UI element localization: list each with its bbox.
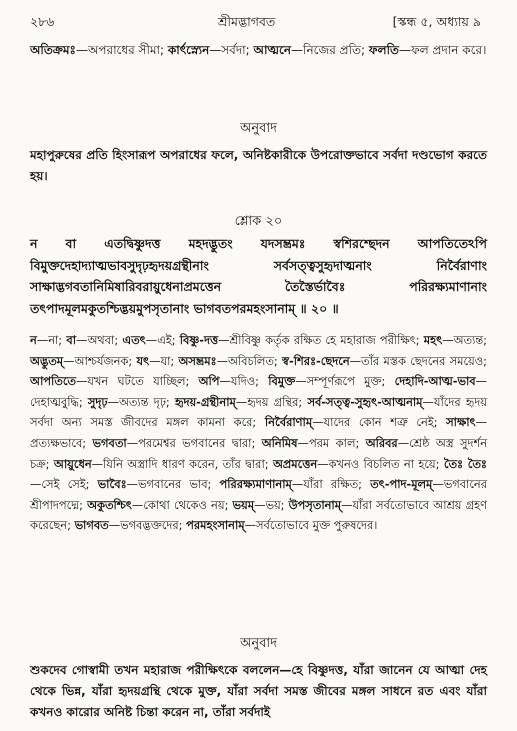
synonym-meaning: —প্রত্যক্ষভাবে;	[30, 415, 487, 450]
synonym-word: অনিমিষ	[261, 435, 298, 450]
translation-text-2: শুকদেব গোস্বামী তখন মহারাজ পরীক্ষিৎকে বললেন—হে বিষ্ণুদত্ত, যাঁরা জানেন যে আত্মা দেহ থেকে ভিন্ন, যাঁরা হৃদয়গ্রন্থি থেকে মুক্ত, যাঁরা সর্বদা সমস্ত জীবের মঙ্গল সাধনে রত এবং যাঁরা কখনও কারোর অনিষ্ট চিন্তা করেন না, তাঁরা সর্বদাই	[30, 663, 487, 719]
synonym-meaning: —যাঁরা রক্ষিত;	[291, 477, 371, 492]
synonym-meaning: —এই;	[145, 333, 180, 347]
sanskrit-verse: ন বা এতদ্বিষ্ণুদত্ত মহদদ্ভুতং যদসম্ভ্রমঃ স্বশিরশ্ছেদন আপতিতেঽপি বিমুক্তদেহাদ্যাত্মভাবসুদৃঢ়হৃদয়গ্রন্থীনাং সর্বসত্ত্বসুহৃদাত্মনাং নির্বৈরাণাং সাক্ষাদ্ভগবতানিমিষারিবরায়ুধেনাপ্রমত্তেন তৈস্তৈর্ভাবৈঃ পরিরক্ষ্যমাণানাং তৎপাদমূলমকুতশ্চিদ্ভয়মুপসৃতানাং ভাগবতপরমহংসানাম্ ॥ ২০ ॥	[30, 236, 487, 316]
synonym-meaning: —কোথা থেকেও নয়;	[131, 497, 233, 512]
synonym-word: অকুতশ্চিৎ	[87, 497, 132, 512]
synonym-meaning: —ভগবদ্ভক্তদের;	[108, 518, 187, 533]
chapter-reference: [স্কন্ধ ৫, অধ্যায় ৯	[392, 14, 481, 29]
synonym-word: হৃদয়-গ্রন্থীনাম্	[174, 394, 236, 409]
synonym-word: অপ্রমত্তেন	[272, 456, 318, 471]
synonym-word: সুদৃঢ়	[87, 394, 108, 409]
synonym-word: বিমুক্ত	[268, 374, 296, 389]
synonym-word: সর্ব-সত্ত্ব-সুহৃৎ-আত্মনাম্	[307, 394, 423, 409]
synonym-word: পরিরক্ষ্যমাণানাম্	[219, 477, 292, 492]
synonym-meaning: —দেহাত্মবুদ্ধি;	[30, 374, 487, 409]
synonym-word: অতিক্রমঃ	[30, 43, 76, 57]
synonym-word: নির্বৈরাণাম্	[264, 415, 313, 430]
synonym-meaning: —কখনও বিচলিত না হয়ে;	[317, 456, 444, 471]
page-header	[30, 14, 487, 34]
synonym-word: উপসৃতানাম্	[288, 497, 342, 512]
synonym-word: ফলতি	[368, 43, 400, 57]
synonym-word: মহৎ	[423, 333, 443, 347]
synonym-word: তৎ-পাদ-মূলম্	[370, 477, 433, 492]
synonym-meaning: —সেই সেই;	[30, 477, 98, 492]
synonym-meaning: —অত্যন্ত;	[442, 333, 487, 347]
synonym-meaning: —হৃদয় গ্রন্থির;	[235, 394, 308, 409]
verse-heading: শ্লোক ২০	[234, 214, 283, 229]
translation-text: মহাপুরুষের প্রতি হিংসারূপ অপরাধের ফলে, অনিষ্টকারীকে উপরোক্তভাবে সর্বদা দণ্ডভোগ করতে হয়।	[30, 148, 487, 183]
synonym-meaning: —তাঁর মস্তক ছেদনের সময়েও;	[349, 353, 487, 368]
synonym-meaning: —ভগবানের শ্রীপাদপদ্মে;	[30, 477, 487, 512]
synonym-word: ভাবৈঃ	[97, 477, 127, 492]
synonym-meaning: —পরমেশ্বর ভগবানের দ্বারা;	[126, 435, 262, 450]
synonym-word: ভগবতা	[92, 435, 127, 450]
synonym-meaning: —যিনি অস্ত্রাদি ধারণ করেন, তাঁর দ্বারা;	[91, 456, 273, 471]
synonym-word: অদ্ভুতম্	[30, 353, 64, 368]
synonym-word: অপি	[198, 374, 220, 389]
translation-heading: অনুবাদ	[240, 121, 277, 136]
synonym-meaning: —যাঁদের হৃদয় সর্বদা অন্য সমস্ত জীবদের মঙ্গল কামনা করে;	[30, 394, 487, 430]
synonym-word: বিষ্ণু-দত্ত	[179, 333, 219, 347]
synonym-meaning: —আশ্চর্যজনক;	[63, 353, 137, 368]
synonym-meaning: —অপরাধের সীমা;	[75, 43, 168, 57]
running-title: শ্রীমদ্ভাগবত	[218, 14, 276, 29]
synonym-meaning: —অত্যন্ত দৃঢ়;	[107, 394, 175, 409]
synonym-word: এতৎ	[122, 333, 146, 347]
synonym-word: তৈঃ তৈঃ	[443, 456, 487, 471]
synonym-meaning: —ভগবানের ভাব;	[126, 477, 220, 492]
page-number: ২৮৬	[30, 14, 55, 29]
synonym-word: দেহাদি-আত্ম-ভাব	[394, 374, 476, 389]
synonym-word: ভয়ম্	[232, 497, 255, 512]
synonym-word: আপতিতে	[30, 374, 76, 389]
synonym-meaning: —যদিও;	[219, 374, 269, 389]
synonym-word: অসম্ভ্রমঃ	[178, 353, 217, 368]
synonym-meaning: —শ্রীবিষ্ণু কর্তৃক রক্ষিত হে মহারাজ পরীক্ষিৎ;	[218, 333, 424, 347]
synonym-word: অরিবর	[365, 435, 398, 450]
synonym-word: ন	[30, 333, 37, 347]
synonym-meaning: —যাদের কোন শত্রু নেই;	[312, 415, 447, 430]
synonym-word: যৎ	[136, 353, 150, 368]
synonym-meaning: —যাঁরা সর্বতোভাবে আশ্রয় গ্রহণ করেছেন;	[30, 497, 487, 533]
synonym-meaning: —না;	[36, 333, 67, 347]
synonym-meaning: —সম্পূর্ণরূপে মুক্ত;	[295, 374, 395, 389]
synonym-word: বা	[66, 333, 77, 347]
synonym-meaning: —যা;	[149, 353, 179, 368]
synonym-word: ভাগবত	[74, 518, 109, 533]
previous-synonyms	[30, 40, 487, 61]
synonym-meaning: —সর্বতোভাবে মুক্ত পুরুষদের।	[244, 518, 378, 533]
synonym-meaning: —নিজের প্রতি;	[291, 43, 369, 57]
synonym-meaning: —যখন ঘটতে যাচ্ছিল;	[75, 374, 199, 389]
synonym-meaning: —শ্রেষ্ঠ অস্ত্র সুদর্শন চক্র;	[30, 435, 488, 471]
synonym-word: আত্মনে	[253, 43, 292, 57]
synonym-word: আয়ুধেন	[53, 456, 92, 471]
synonym-word: স্ব-শিরঃ-ছেদনে	[282, 353, 350, 368]
translation-heading-2: অনুবাদ	[240, 636, 277, 651]
synonym-meaning: —পরম কাল;	[297, 435, 366, 450]
synonym-meaning: —ফল প্রদান করে।	[399, 43, 487, 57]
synonym-meaning: —ভয়;	[254, 497, 289, 512]
synonym-meaning: —অবিচলিত;	[216, 353, 283, 368]
synonym-meaning: —অথবা;	[76, 333, 123, 347]
synonym-meaning: —সর্বদা;	[209, 43, 254, 57]
synonym-word: সাক্ষাৎ	[446, 415, 476, 430]
synonym-word: পরমহংসানাম্	[186, 518, 245, 533]
word-for-word-synonyms	[30, 330, 487, 536]
synonym-word: কার্ৎস্ন্যেন	[167, 43, 210, 57]
